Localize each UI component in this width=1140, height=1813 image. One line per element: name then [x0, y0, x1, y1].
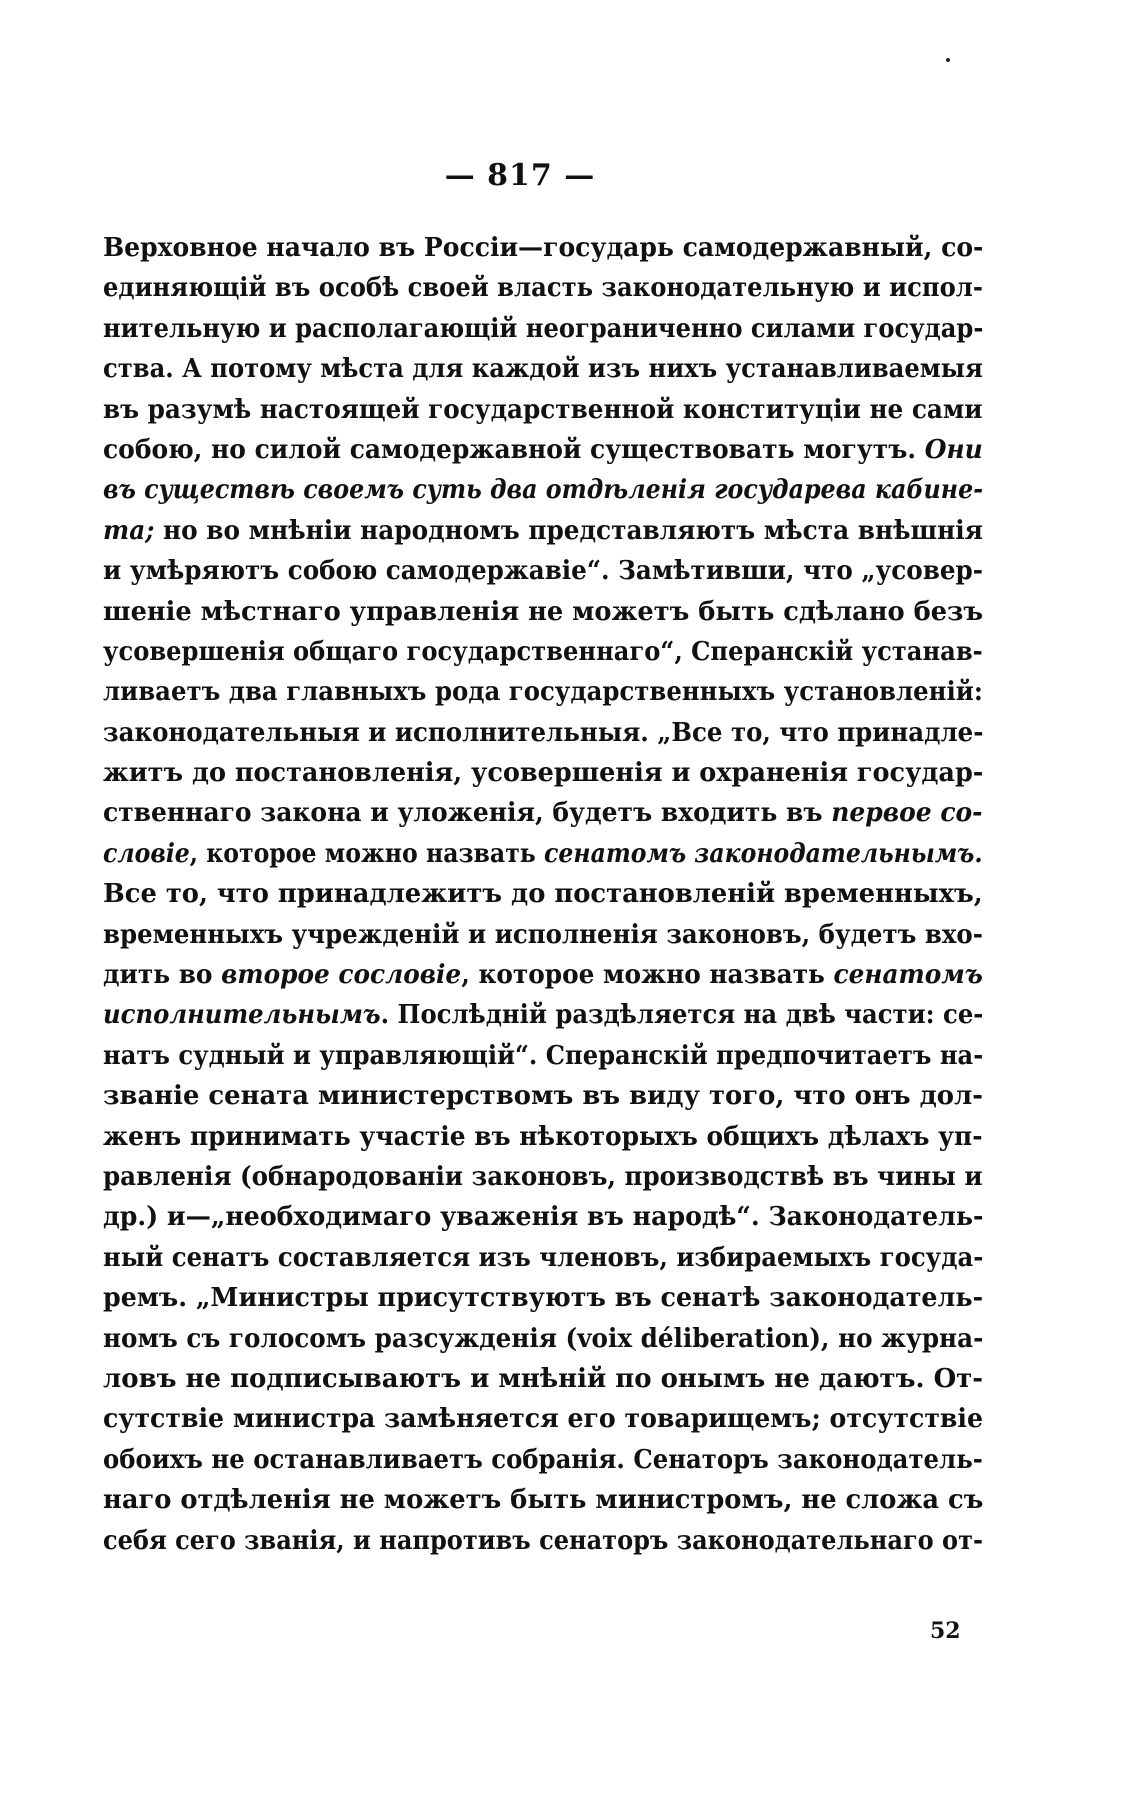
text-segment: др.) и—„необходимаго уваженія въ народѣ“. Законодатель-	[103, 1201, 984, 1233]
text-segment: ственнаго закона и уложенія, будетъ входить въ	[103, 797, 832, 829]
text-line	[103, 1238, 983, 1278]
text-line	[103, 1440, 983, 1480]
text-segment: въ разумѣ настоящей государственной конституціи не сами	[103, 393, 983, 425]
text-segment: женъ принимать участіе въ нѣкоторыхъ общихъ дѣлахъ уп-	[103, 1120, 983, 1152]
text-line	[103, 592, 983, 632]
text-segment: сутствіе министра замѣняется его товарищемъ; отсутствіе	[103, 1403, 984, 1435]
signature-mark: 52	[930, 1618, 961, 1644]
text-line	[103, 1197, 983, 1237]
text-segment: номъ съ голосомъ разсужденія (voix déliberation), но журна-	[103, 1322, 984, 1354]
text-segment: Верховное начало въ Россіи—государь самодержавный, со-	[103, 232, 984, 263]
italic-text-segment: та;	[103, 514, 155, 546]
text-line	[103, 1157, 983, 1197]
text-segment: равленія (обнародованіи законовъ, производствѣ въ чины и	[103, 1160, 983, 1192]
text-line	[103, 268, 983, 308]
italic-text-segment: второе сословіе	[221, 959, 462, 991]
text-line	[103, 1036, 983, 1076]
italic-text-segment: первое со-	[831, 797, 983, 829]
text-line	[103, 228, 983, 268]
text-segment: . Послѣдній раздѣляется на двѣ части: се-	[380, 999, 984, 1031]
italic-text-segment: исполнительнымъ	[103, 999, 381, 1031]
print-speck	[946, 58, 950, 62]
text-segment: усовершенія общаго государственнаго“, Сперанскій устанав-	[103, 635, 983, 667]
text-segment: и умѣряютъ собою самодержавіе“. Замѣтивши, что „усовер-	[103, 555, 983, 587]
text-line	[103, 1480, 983, 1520]
page-number: — 817 —	[444, 158, 596, 193]
text-segment: дить во	[103, 959, 222, 991]
text-line	[103, 430, 983, 470]
text-segment: , которое можно назвать	[461, 959, 834, 991]
text-line	[103, 1521, 983, 1561]
text-line	[103, 1319, 983, 1359]
text-segment: ства. А потому мѣста для каждой изъ нихъ устанавливаемыя	[103, 353, 983, 385]
italic-text-segment: Они	[924, 433, 983, 465]
text-line	[103, 632, 983, 672]
italic-text-segment: словіе	[103, 837, 190, 869]
text-segment: нительную и располагающій неограниченно силами государ-	[103, 312, 984, 344]
text-line	[103, 672, 983, 712]
italic-text-segment: въ существѣ своемъ суть два отдѣленія государева кабине-	[103, 474, 984, 506]
text-segment: обоихъ не останавливаетъ собранія. Сенаторъ законодатель-	[103, 1443, 983, 1475]
italic-text-segment: сенатомъ законодательнымъ.	[544, 837, 983, 869]
text-segment: себя сего званія, и напротивъ сенаторъ законодательнаго от-	[103, 1524, 983, 1556]
text-segment: Все то, что принадлежитъ до постановленій временныхъ,	[103, 878, 983, 910]
text-segment: натъ судный и управляющій“. Сперанскій предпочитаетъ на-	[103, 1039, 984, 1071]
text-segment: ремъ. „Министры присутствуютъ въ сенатѣ законодатель-	[103, 1282, 984, 1314]
text-line	[103, 551, 983, 591]
text-segment: житъ до постановленія, усовершенія и охраненія государ-	[103, 757, 984, 789]
text-line	[103, 995, 983, 1035]
text-line	[103, 1117, 983, 1157]
text-segment: ловъ не подписываютъ и мнѣній по онымъ не даютъ. От-	[103, 1362, 984, 1394]
text-segment: собою, но силой самодержавной существовать могутъ.	[103, 433, 925, 465]
body-text	[103, 228, 983, 1561]
text-segment: ливаетъ два главныхъ рода государственныхъ установленій:	[103, 676, 983, 708]
text-line	[103, 470, 983, 510]
text-line	[103, 834, 983, 874]
text-line	[103, 1278, 983, 1318]
text-segment: единяющій въ особѣ своей власть законодательную и испол-	[103, 272, 983, 304]
text-line	[103, 349, 983, 389]
text-line	[103, 753, 983, 793]
text-line	[103, 511, 983, 551]
text-line	[103, 1076, 983, 1116]
text-segment: законодательныя и исполнительныя. „Все то, что принадле-	[103, 716, 984, 748]
text-line	[103, 309, 983, 349]
text-line	[103, 874, 983, 914]
text-line	[103, 915, 983, 955]
text-segment: ный сенатъ составляется изъ членовъ, избираемыхъ госуда-	[103, 1241, 984, 1273]
text-segment: временныхъ учрежденій и исполненія законовъ, будетъ вхо-	[103, 918, 983, 950]
text-line	[103, 390, 983, 430]
text-line	[103, 713, 983, 753]
text-line	[103, 955, 983, 995]
text-segment: шеніе мѣстнаго управленія не можетъ быть сдѣлано безъ	[103, 595, 984, 627]
text-line	[103, 1399, 983, 1439]
text-line	[103, 793, 983, 833]
italic-text-segment: сенатомъ	[833, 959, 983, 991]
text-segment: званіе сената министерствомъ въ виду того, что онъ дол-	[103, 1080, 984, 1112]
text-segment: , которое можно назвать	[189, 837, 545, 869]
text-line	[103, 1359, 983, 1399]
text-segment: но во мнѣніи народномъ представляютъ мѣста внѣшнія	[154, 514, 983, 546]
text-segment: наго отдѣленія не можетъ быть министромъ, не сложа съ	[103, 1484, 984, 1516]
